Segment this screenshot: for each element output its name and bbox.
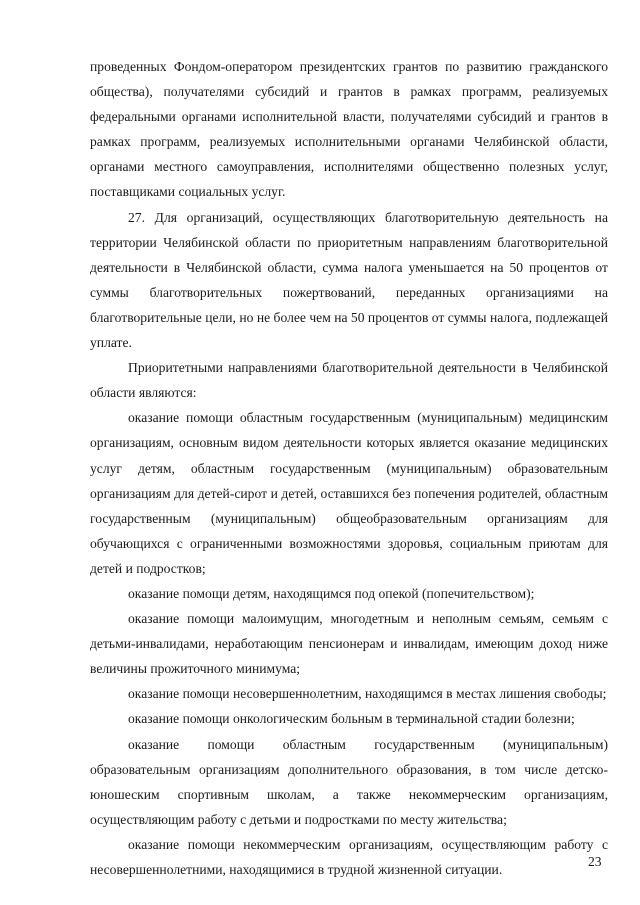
list-item-medical-organizations: оказание помощи областным государственным (муниципальным) медицинским организациям, основным видом деятельности которых является оказание медицинских услуг детям, областным государственным (муниципальным) образовательным организациям для детей-сирот и детей, оставшихся без попечения родителей, областным государственным (муниципальным) общеобразовательным организациям для обучающихся с ограниченными возможностями здоровья, социальным приютам для детей и подростков; [90,410,608,576]
paragraph-priority-directions: Приоритетными направлениями благотворительной деятельности в Челябинской области являются: [90,360,608,401]
list-item-oncology-patients: оказание помощи онкологическим больным в терминальной стадии болезни; [128,711,575,727]
paragraph-continuation: проведенных Фондом-оператором президентских грантов по развитию гражданского общества), получателями субсидий и грантов в рамках программ, реализуемых федеральными органами исполнительной власти, получателями субсидий и грантов в рамках программ, реализуемых исполнительными органами Челябинской области, органами местного самоуправления, исполнителями общественно полезных услуг, поставщиками социальных услуг. [90,59,608,200]
list-item-children-guardianship: оказание помощи детям, находящимся под опекой (попечительством); [128,585,535,601]
document-body [90,54,608,882]
paragraph-item-27: 27. Для организаций, осуществляющих благотворительную деятельность на территории Челябинской области по приоритетным направлениям благотворительной деятельности в Челябинской области, сумма налога уменьшается на 50 процентов от суммы благотворительных пожертвований, переданных организациями на благотворительные цели, но не более чем на 50 процентов от суммы налога, подлежащей уплате. [90,209,608,351]
list-item-minors-detention: оказание помощи несовершеннолетним, находящимся в местах лишения свободы; [128,686,607,702]
page-number: 23 [588,854,602,869]
list-item-additional-education: оказание помощи областным государственным (муниципальным) образовательным организациям дополнительного образования, в том числе детско-юношеским спортивным школам, а также некоммерческим организациям, осуществляющим работу с детьми и подростками по месту жительства; [90,736,608,827]
list-item-low-income-families: оказание помощи малоимущим, многодетным и неполным семьям, семьям с детьми-инвалидами, неработающим пенсионерам и инвалидам, имеющим доход ниже величины прожиточного минимума; [90,611,608,677]
list-item-nonprofit-minors: оказание помощи некоммерческим организациям, осуществляющим работу с несовершеннолетними, находящимися в трудной жизненной ситуации. [90,836,608,877]
